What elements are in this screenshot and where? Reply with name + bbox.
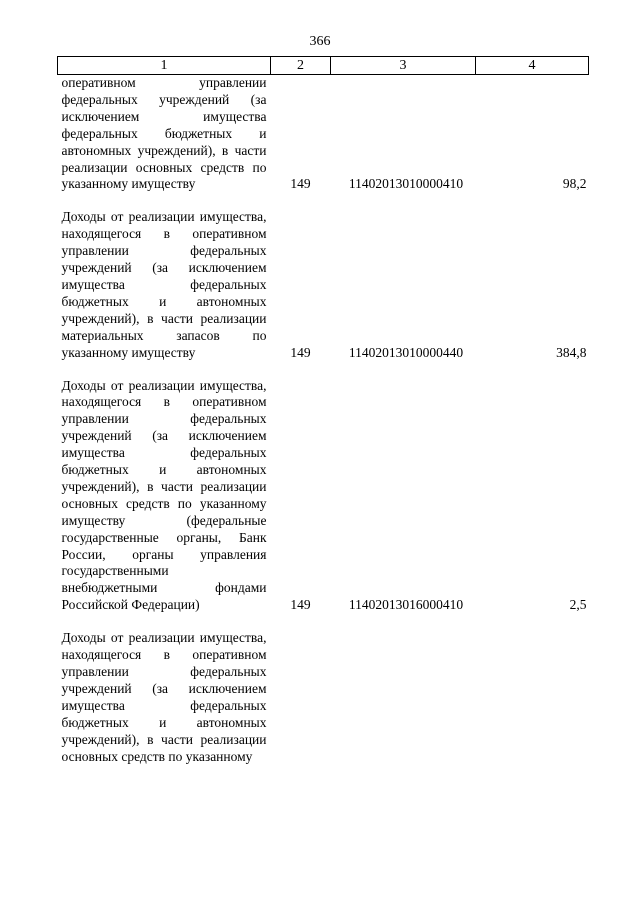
row-amount bbox=[476, 630, 589, 765]
row-amount: 384,8 bbox=[556, 344, 587, 360]
row-amount: 2,5 bbox=[569, 597, 587, 613]
row-kbk: 11402013010000440 bbox=[348, 344, 464, 360]
row-description: Доходы от реализации имущества, находящегося в оперативном управлении федеральных учреждений (за исключением имущества федеральных бюджетных и автономных учреждений), в части реализации основных средств по указанному имуществу (федеральные государственные органы, Банк России, органы управления государственными внебюджетными фондами Российской Федерации) bbox=[61, 377, 267, 613]
row-spacer bbox=[58, 362, 589, 378]
row-amount: 98,2 bbox=[562, 176, 587, 192]
row-kbk: 11402013016000410 bbox=[348, 597, 464, 613]
row-spacer bbox=[58, 614, 589, 630]
row-admin-code: 149 bbox=[290, 597, 311, 613]
column-header: 3 bbox=[331, 57, 476, 75]
page-number: 366 bbox=[309, 34, 331, 49]
revenue-table bbox=[57, 56, 589, 765]
row-kbk bbox=[331, 630, 476, 765]
table-header-row bbox=[58, 57, 589, 75]
row-description: Доходы от реализации имущества, находящегося в оперативном управлении федеральных учреждений (за исключением имущества федеральных бюджетных и автономных учреждений), в части реализации материальных запасов по указанному имуществу bbox=[61, 209, 267, 360]
table-row bbox=[58, 209, 589, 361]
table-row bbox=[58, 378, 589, 615]
row-spacer bbox=[58, 193, 589, 209]
row-description: оперативном управлении федеральных учреждений (за исключением имущества федеральных бюджетных и автономных учреждений), в части реализации основных средств по указанному имуществу bbox=[61, 75, 267, 192]
table-row bbox=[58, 75, 589, 194]
row-admin-code: 149 bbox=[290, 344, 311, 360]
row-description: Доходы от реализации имущества, находящегося в оперативном управлении федеральных учреждений (за исключением имущества федеральных бюджетных и автономных учреждений), в части реализации основных средств по указанному bbox=[61, 630, 267, 764]
column-header: 1 bbox=[58, 57, 271, 75]
row-kbk: 11402013010000410 bbox=[348, 176, 464, 192]
column-header: 2 bbox=[271, 57, 331, 75]
table-row bbox=[58, 630, 589, 765]
row-admin-code: 149 bbox=[290, 176, 311, 192]
row-admin-code bbox=[271, 630, 331, 765]
column-header: 4 bbox=[476, 57, 589, 75]
